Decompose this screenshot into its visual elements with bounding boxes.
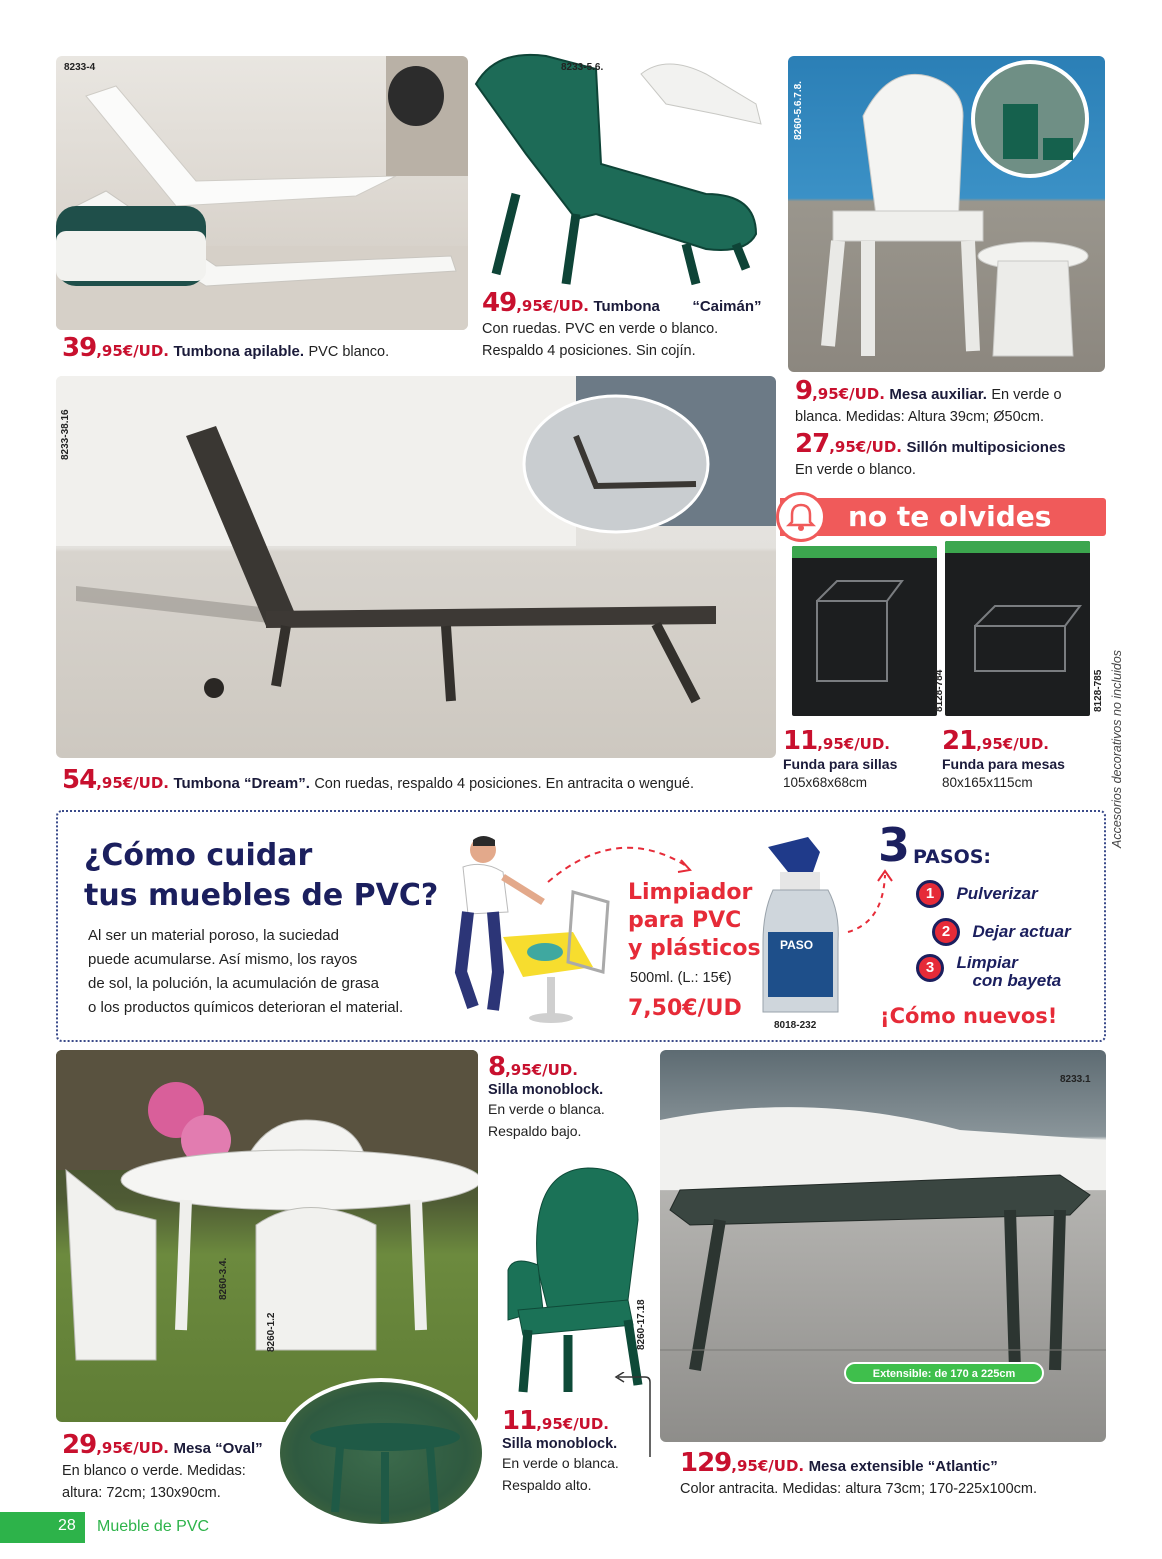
price-dec: ,95€/UD. xyxy=(829,438,903,456)
price-dec: ,95€/UD. xyxy=(817,735,891,753)
product-desc-2: blanca. Medidas: Altura 39cm; Ø50cm. xyxy=(795,409,1045,425)
photo-mesa-oval-green-inset xyxy=(276,1378,486,1528)
caption-funda-sillas xyxy=(783,726,897,794)
product-desc: 105x68x68cm xyxy=(783,775,868,790)
price-int: 27 xyxy=(795,429,830,459)
step-1 xyxy=(916,880,1038,908)
lounger-dark-illustration xyxy=(56,376,776,758)
product-name: Tumbona apilable. xyxy=(173,343,305,360)
caption-funda-mesas xyxy=(942,726,1065,794)
code-tumbona-dream: 8233-38.16 xyxy=(60,409,71,460)
code-sillon-mesa: 8260-5.6.7.8. xyxy=(793,81,804,140)
care-title-1: ¿Cómo cuidar xyxy=(84,838,313,873)
price-int: 11 xyxy=(783,726,818,756)
extensible-badge xyxy=(844,1362,1044,1384)
care-body xyxy=(88,924,403,1020)
cleaner-volume: 500ml. (L.: 15€) xyxy=(630,970,732,986)
price-int: 54 xyxy=(62,765,97,795)
code-funda-sillas: 8128-784 xyxy=(934,669,945,712)
product-desc-1: En verde o blanca. xyxy=(488,1101,605,1117)
price-dec: ,95€/UD. xyxy=(536,1415,610,1433)
product-desc-2: Respaldo alto. xyxy=(502,1477,592,1493)
price-int: 11 xyxy=(502,1406,537,1436)
photo-tumbona-apilable xyxy=(56,56,468,330)
price-dec: ,95€/UD. xyxy=(976,735,1050,753)
product-desc-2: Respaldo bajo. xyxy=(488,1123,582,1139)
price-dec: ,95€/UD. xyxy=(731,1457,805,1475)
cleaner-name-3: y plásticos xyxy=(628,936,761,961)
product-name: Mesa auxiliar. xyxy=(889,386,987,403)
price-int: 29 xyxy=(62,1430,97,1460)
care-closing: ¡Cómo nuevos! xyxy=(880,1004,1058,1028)
caption-sillon xyxy=(795,429,1115,481)
caption-silla-alta xyxy=(502,1406,619,1496)
product-name: Tumbona “Dream”. xyxy=(173,775,310,792)
spray-bottle-illustration xyxy=(758,832,848,1017)
lounger-green-illustration xyxy=(456,44,774,294)
step-text: Limpiar xyxy=(956,953,1018,972)
product-name: Mesa extensible “Atlantic” xyxy=(808,1458,998,1475)
photo-silla-monoblock xyxy=(488,1160,648,1395)
caption-tumbona-apilable xyxy=(62,333,389,363)
caption-mesa-atlantic xyxy=(680,1448,1037,1500)
cleaner-code: 8018-232 xyxy=(774,1020,817,1031)
step-text: Pulverizar xyxy=(956,884,1038,903)
code-tumbona-caiman: 8233-5.6. xyxy=(561,62,604,73)
cleaner-price: 7,50€/UD xyxy=(628,996,742,1021)
caption-mesa-auxiliar xyxy=(795,376,1115,428)
photo-mesa-oval xyxy=(56,1050,478,1422)
step-number-badge: 1 xyxy=(916,880,944,908)
section-title: Mueble de PVC xyxy=(97,1518,210,1535)
extensible-badge-text: Extensible: de 170 a 225cm xyxy=(872,1368,1016,1380)
photo-tumbona-caiman xyxy=(456,44,774,294)
product-desc-1: En blanco o verde. Medidas: xyxy=(62,1463,246,1479)
cleaner-name-2: para PVC xyxy=(628,908,742,933)
code-tumbona-apilable: 8233-4 xyxy=(64,62,96,73)
armchair-illustration xyxy=(788,56,1105,372)
product-desc-1: En verde o xyxy=(991,387,1062,403)
price-dec: ,95€/UD. xyxy=(96,1439,170,1457)
price-int: 39 xyxy=(62,333,97,363)
step-number-badge: 3 xyxy=(916,954,944,982)
price-int: 8 xyxy=(488,1052,506,1082)
code-mesa-atlantic: 8233.1 xyxy=(1060,1074,1091,1085)
price-dec: ,95€/UD. xyxy=(516,297,590,315)
side-note: Accesorios decorativos no incluidos xyxy=(1110,649,1124,848)
cover-package-illustration xyxy=(945,541,1090,716)
step-text: Dejar actuar xyxy=(972,922,1071,941)
lounger-white-illustration xyxy=(56,56,468,330)
product-desc-1: En verde o blanca. xyxy=(502,1455,619,1471)
caption-tumbona-dream xyxy=(62,765,694,795)
product-name: Silla monoblock. xyxy=(502,1436,618,1452)
price-int: 49 xyxy=(482,288,517,318)
page-number: 28 xyxy=(58,1517,76,1534)
photo-funda-mesas xyxy=(945,541,1090,716)
product-desc-2: Respaldo 4 posiciones. Sin cojín. xyxy=(482,343,696,359)
product-desc: Con ruedas, respaldo 4 posiciones. En antracita o wengué. xyxy=(314,776,694,792)
code-mesa-oval-2: 8260-1.2 xyxy=(266,1312,277,1352)
care-body-line: de sol, la polución, la acumulación de grasa xyxy=(88,975,380,992)
photo-tumbona-dream xyxy=(56,376,776,758)
caption-mesa-oval xyxy=(62,1430,263,1504)
product-name: Funda para mesas xyxy=(942,756,1065,772)
steps-number: 3 xyxy=(878,818,911,872)
price-dec: ,95€/UD. xyxy=(812,385,885,403)
step-3 xyxy=(916,954,1061,990)
reminder-title: no te olvides xyxy=(848,500,1052,533)
caption-silla-baja xyxy=(488,1052,605,1142)
step-2 xyxy=(932,918,1071,946)
oval-table-illustration xyxy=(56,1050,478,1422)
cover-package-illustration xyxy=(792,546,937,716)
product-desc-1: Con ruedas. PVC en verde o blanco. xyxy=(482,321,719,337)
price-int: 9 xyxy=(795,376,813,406)
bottle-brand: PASO xyxy=(780,938,814,952)
price-int: 129 xyxy=(680,1448,732,1478)
product-desc: 80x165x115cm xyxy=(942,775,1033,790)
price-dec: ,95€/UD. xyxy=(505,1061,578,1079)
green-table-illustration xyxy=(280,1382,486,1528)
product-desc: Color antracita. Medidas: altura 73cm; 170-225x100cm. xyxy=(680,1481,1038,1497)
step-text-2: con bayeta xyxy=(972,971,1062,990)
green-chair-illustration xyxy=(488,1160,648,1395)
product-name: Mesa “Oval” xyxy=(173,1440,263,1457)
cleaner-name-1: Limpiador xyxy=(628,880,753,905)
steps-label: PASOS: xyxy=(913,846,992,868)
product-desc: PVC blanco. xyxy=(308,344,390,360)
bell-icon xyxy=(779,495,823,539)
product-desc: En verde o blanco. xyxy=(795,462,916,478)
product-name: Silla monoblock. xyxy=(488,1082,604,1098)
product-name: Funda para sillas xyxy=(783,756,898,772)
price-dec: ,95€/UD. xyxy=(96,342,170,360)
product-name-2: “Caimán” xyxy=(692,298,762,315)
price-dec: ,95€/UD. xyxy=(96,774,170,792)
photo-sillon-mesa xyxy=(788,56,1105,372)
care-body-line: puede acumularse. Así mismo, los rayos xyxy=(88,951,358,968)
dashed-arrow-icon xyxy=(843,867,903,937)
page-number-block xyxy=(0,1512,85,1543)
code-funda-mesas: 8128-785 xyxy=(1093,669,1104,712)
care-body-line: Al ser un material poroso, la suciedad xyxy=(88,927,339,944)
bell-badge xyxy=(776,492,826,542)
product-name: Sillón multiposiciones xyxy=(906,439,1066,456)
care-title-2: tus muebles de PVC? xyxy=(84,878,439,913)
code-mesa-oval-1: 8260-3.4. xyxy=(218,1257,229,1300)
reminder-banner xyxy=(780,498,1106,536)
caption-tumbona-caiman xyxy=(482,288,782,362)
care-box xyxy=(56,810,1106,1042)
step-text-group xyxy=(956,954,1061,990)
care-body-line: o los productos químicos deterioran el material. xyxy=(88,999,404,1016)
product-desc-2: altura: 72cm; 130x90cm. xyxy=(62,1485,221,1501)
step-number-badge: 2 xyxy=(932,918,960,946)
photo-funda-sillas xyxy=(792,546,937,716)
product-name: Tumbona xyxy=(593,298,660,315)
code-silla-alta: 8260-17.18 xyxy=(636,1299,647,1350)
price-int: 21 xyxy=(942,726,977,756)
